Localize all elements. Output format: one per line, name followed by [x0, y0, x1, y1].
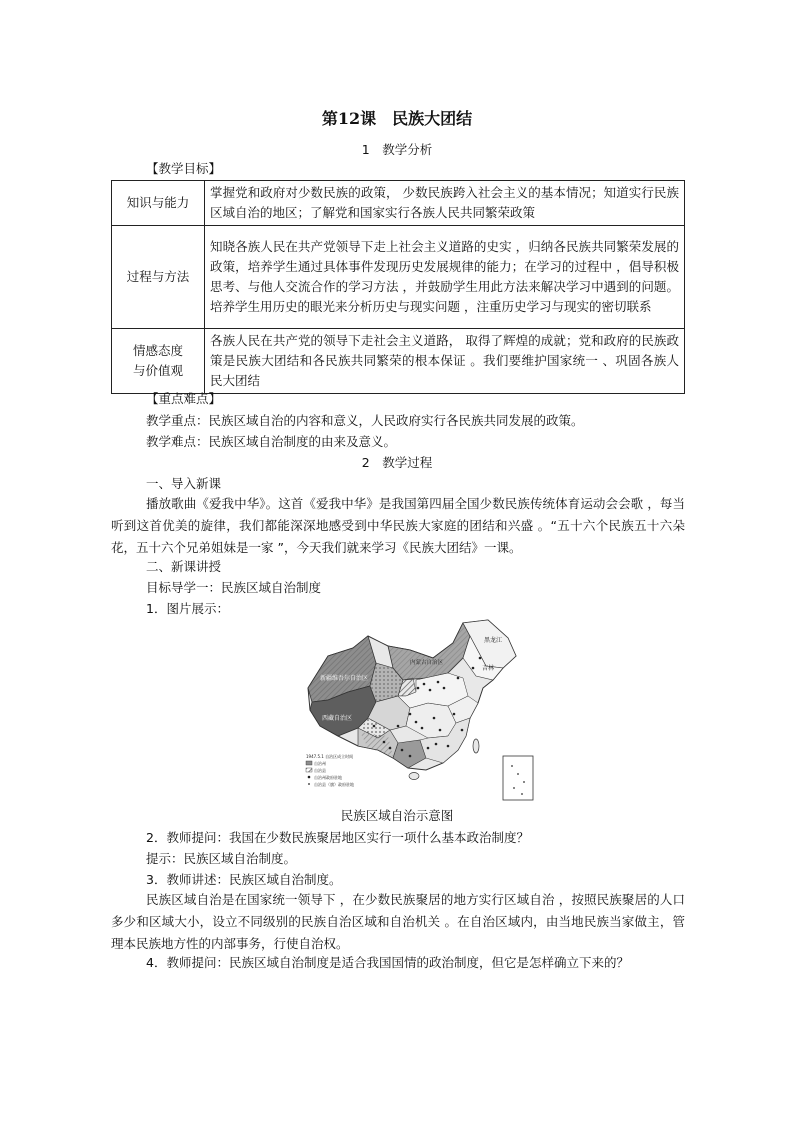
goal-label: 过程与方法	[112, 226, 205, 329]
legend-entry: 自治县（旗）政府驻地	[314, 782, 354, 787]
key-point: 教学重点：民族区域自治的内容和意义，人民政府实行各民族共同发展的政策。	[146, 413, 584, 428]
part-heading-new: 二、新课讲授	[146, 559, 222, 574]
map-label-tibet: 西藏自治区	[322, 715, 353, 722]
table-row	[112, 226, 685, 329]
map-label-jilin: 吉林	[482, 665, 495, 672]
explain-paragraph: 民族区域自治是在国家统一领导下 ，在少数民族聚居的地方实行区域自治 ，按照民族聚居的人口多少和区域大小，设立不同级别的民族自治区域和自治机关 。在自治区域内，由当地民族当家做主，管理本民族地方性的内部事务，行使自治权。	[111, 892, 685, 951]
target-heading: 目标导学一：民族区域自治制度	[146, 580, 322, 595]
intro-paragraph: 播放歌曲《爱我中华》。这首《爱我中华》是我国第四届全国少数民族传统体育运动会会歌 ，每当听到这首优美的旋律，我们都能深深地感受到中华民族大家庭的团结和兴盛 。“五十六个民族五十六朵花，五十六个兄弟姐妹是一家 ”，今天我们就来学习《民族大团结》一课。	[111, 496, 685, 555]
section-heading-process: 2 教学过程	[361, 455, 433, 470]
legend-entry: 自治州政府驻地	[314, 775, 342, 780]
item-explain-3: 3．教师讲述：民族区域自治制度。	[146, 872, 342, 887]
legend-entry: 自治县	[314, 768, 326, 773]
goal-text: 各族人民在共产党的领导下走社会主义道路， 取得了辉煌的成就；党和政府的民族政策是民族大团结和各民族共同繁荣的根本保证 。我们要维护国家统一 、巩固各族人民大团结	[205, 329, 685, 394]
item-picture: 1．图片展示：	[146, 601, 229, 616]
table-row	[112, 329, 685, 394]
difficult-point: 教学难点：民族区域自治制度的由来及意义。	[146, 434, 397, 449]
table-row	[112, 181, 685, 226]
goal-label: 知识与能力	[112, 181, 205, 226]
hint-text: 提示：民族区域自治制度。	[146, 851, 297, 866]
map-legend	[306, 753, 354, 787]
autonomy-map	[298, 618, 538, 804]
map-label-heilongjiang: 黑龙江	[484, 637, 503, 644]
legend-entry: 自治州	[314, 761, 326, 766]
south-sea-inset	[503, 756, 533, 800]
item-question-4: 4．教师提问：民族区域自治制度是适合我国国情的政治制度，但它是怎样确立下来的？	[146, 955, 629, 970]
section-heading-analysis: 1 教学分析	[361, 142, 433, 157]
map-caption: 民族区域自治示意图	[340, 808, 454, 823]
goal-text: 知晓各族人民在共产党领导下走上社会主义道路的史实 ，归纳各民族共同繁荣发展的政策，培养学生通过具体事件发现历史发展规律的能力；在学习的过程中 ，倡导积极思考、与他人交流合作的学习方法 ，并鼓励学生用此方法来解决学习中遇到的问题。培养学生用历史的眼光来分析历史与现实问题 ，注重历史学习与现实的密切联系	[205, 226, 685, 329]
page-title: 第12课 民族大团结	[321, 109, 473, 128]
legend-entry: 1947.5.1 自治区成立时间	[306, 754, 354, 759]
item-question-2: 2．教师提问：我国在少数民族聚居地区实行一项什么基本政治制度？	[146, 830, 529, 845]
goal-text: 掌握党和政府对少数民族的政策， 少数民族跨入社会主义的基本情况；知道实行民族区域自治的地区；了解党和国家实行各族人民共同繁荣政策	[205, 181, 685, 226]
map-label-xinjiang: 新疆维吾尔自治区	[320, 675, 369, 682]
china-map-illustration	[298, 618, 538, 804]
map-label-inner-mongolia: 内蒙古自治区	[410, 660, 444, 666]
key-heading: 【重点难点】	[146, 391, 222, 406]
goals-table	[111, 180, 685, 394]
goals-heading: 【教学目标】	[146, 161, 222, 176]
goal-label: 情感态度 与价值观	[112, 329, 205, 394]
part-heading-intro: 一、导入新课	[146, 476, 222, 491]
